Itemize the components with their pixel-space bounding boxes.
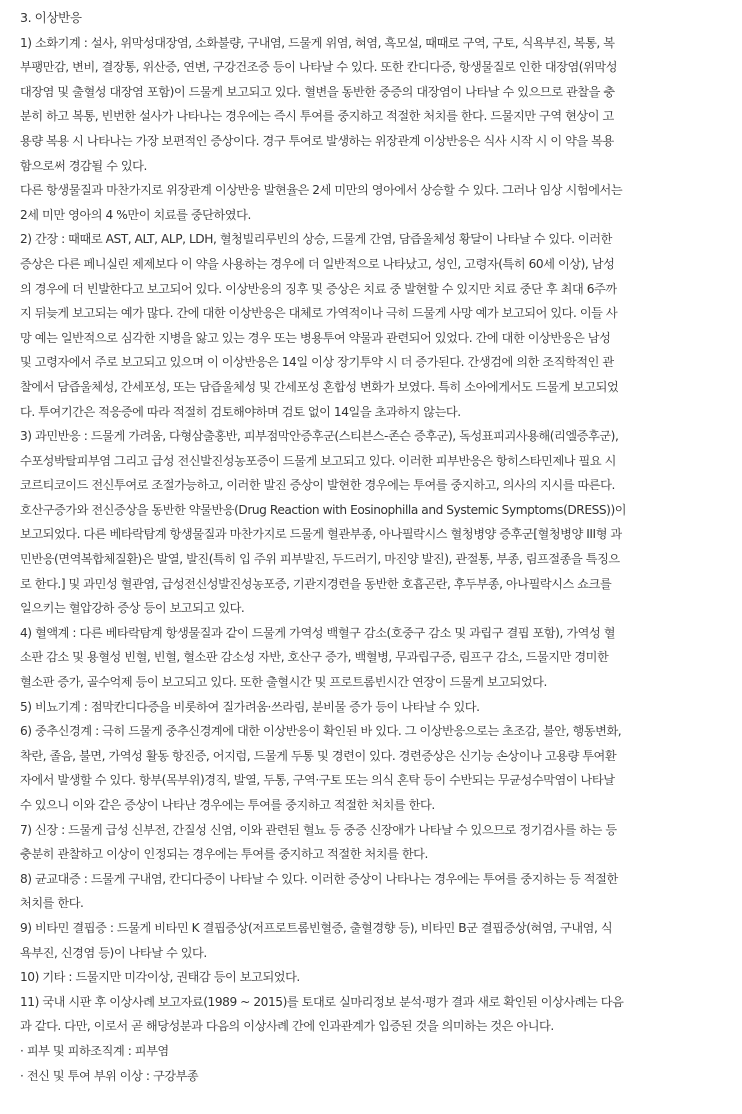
text-line: 11) 국내 시판 후 이상사례 보고자료(1989 ~ 2015)를 토대로 실마리정보 분석·평가 결과 새로 확인된 이상사례는 다음	[20, 994, 624, 1009]
text-line: 호산구증가와 전신증상을 동반한 약물반응(Drug Reaction with Eosinophilla and Systemic Symptoms(DRESS))이	[20, 502, 627, 517]
text-line: 일으키는 혈압강하 증상 등이 보고되고 있다.	[20, 601, 245, 616]
text-line: 용량 복용 시 나타나는 가장 보편적인 증상이다. 경구 투여로 발생하는 위장관계 이상반응은 식사 시작 시 이 약을 복용	[20, 133, 614, 148]
text-line: 10) 기타 : 드물지만 미각이상, 권태감 등이 보고되었다.	[20, 970, 300, 985]
text-line: 충분히 관찰하고 이상이 인정되는 경우에는 투여를 중지하고 적절한 처치를 한다.	[20, 847, 428, 862]
text-line: 분히 하고 복통, 빈번한 설사가 나타나는 경우에는 즉시 투여를 중지하고 적절한 처치를 한다. 드물지만 구역 현상이 고	[20, 109, 614, 124]
text-line: · 피부 및 피하조직계 : 피부염	[20, 1043, 169, 1058]
text-line: 다. 투여기간은 적응증에 따라 적절히 검토해야하며 검토 없이 14일을 초과하지 않는다.	[20, 404, 461, 419]
text-line: 로 한다.] 및 과민성 혈관염, 급성전신성발진성농포증, 기관지경련을 동반한 호흡곤란, 후두부종, 아나필락시스 쇼크를	[20, 576, 612, 591]
text-line: 부팽만감, 변비, 결장통, 위산증, 연변, 구강건조증 등이 나타날 수 있다. 또한 칸디다증, 항생물질로 인한 대장염(위막성	[20, 60, 618, 75]
text-line: 증상은 다른 페니실린 제제보다 이 약을 사용하는 경우에 더 일반적으로 나타났고, 성인, 고령자(특히 60세 이상), 남성	[20, 256, 615, 271]
text-line: 5) 비뇨기계 : 점막칸디다증을 비롯하여 질가려움·쓰라림, 분비물 증가 등이 나타날 수 있다.	[20, 699, 480, 714]
text-line: 자에서 발생할 수 있다. 항부(목부위)경직, 발열, 두통, 구역·구토 또는 의식 혼탁 등이 수반되는 무균성수막염이 나타날	[20, 773, 615, 788]
text-line: 및 고령자에서 주로 보고되고 있으며 이 이상반응은 14일 이상 장기투약 시 더 증가된다. 간생검에 의한 조직학적인 관	[20, 355, 614, 370]
text-line: 2) 간장 : 때때로 AST, ALT, ALP, LDH, 혈청빌리루빈의 상승, 드물게 간염, 담즙울체성 황달이 나타날 수 있다. 이러한	[20, 232, 612, 247]
text-line: 소판 감소 및 용혈성 빈혈, 빈혈, 혈소판 감소성 자반, 호산구 증가, 백혈병, 무과립구증, 림프구 감소, 드물지만 경미한	[20, 650, 609, 665]
text-line: 민반응(면역복합체질환)은 발열, 발진(특히 입 주위 피부발진, 두드러기, 마진양 발진), 관절통, 부종, 림프절종을 특징으	[20, 552, 620, 567]
text-line: 과 같다. 다만, 이로서 곧 해당성분과 다음의 이상사례 간에 인과관계가 입증된 것을 의미하는 것은 아니다.	[20, 1019, 554, 1034]
text-line: 9) 비타민 결핍증 : 드물게 비타민 K 결핍증상(저프로트롬빈혈증, 출혈경향 등), 비타민 B군 결핍증상(혀염, 구내염, 식	[20, 920, 613, 935]
text-line: 망 예는 일반적으로 심각한 지병을 앓고 있는 경우 또는 병용투여 약물과 관련되어 있었다. 간에 대한 이상반응은 남성	[20, 330, 611, 345]
text-line: 보고되었다. 다른 베타락탐계 항생물질과 마찬가지로 드물게 혈관부종, 아나필락시스 혈청병양 증후군[혈청병양 III형 과	[20, 527, 622, 542]
text-line: 수 있으니 이와 같은 증상이 나타난 경우에는 투여를 중지하고 적절한 처치를 한다.	[20, 798, 435, 812]
text-line: 6) 중추신경계 : 극히 드물게 중추신경계에 대한 이상반응이 확인된 바 있다. 그 이상반응으로는 초조감, 불안, 행동변화,	[20, 724, 622, 739]
text-line: 3) 과민반응 : 드물게 가려움, 다형삼출홍반, 피부점막안증후군(스티븐스-존슨 증후군), 독성표피괴사용해(리엘증후군),	[20, 429, 619, 444]
text-line: 욕부진, 신경염 등)이 나타날 수 있다.	[20, 945, 207, 960]
text-line: 4) 혈액계 : 다른 베타락탐계 항생물질과 같이 드물게 가역성 백혈구 감소(호중구 감소 및 과립구 결핍 포함), 가역성 혈	[20, 625, 616, 640]
text-line: 수포성박탈피부염 그리고 급성 전신발진성농포증이 드물게 보고되고 있다. 이러한 피부반응은 항히스타민제나 필요 시	[20, 453, 616, 468]
text-line: 함으로써 경감될 수 있다.	[20, 158, 147, 173]
text-line: 2세 미만 영아의 4 %만이 치료를 중단하였다.	[20, 207, 251, 222]
text-line: 7) 신장 : 드물게 급성 신부전, 간질성 신염, 이와 관련된 혈뇨 등 중증 신장애가 나타날 수 있으므로 정기검사를 하는 등	[20, 822, 617, 837]
text-line: 의 경우에 더 빈발한다고 보고되어 있다. 이상반응의 징후 및 증상은 치료 중 발현할 수 있지만 치료 중단 후 최대 6주까	[20, 281, 617, 296]
text-line: 8) 균교대증 : 드물게 구내염, 칸디다증이 나타날 수 있다. 이러한 증상이 나타나는 경우에는 투여를 중지하는 등 적절한	[20, 871, 618, 886]
text-line: 착란, 졸음, 불면, 가역성 활동 항진증, 어지럼, 드물게 두통 및 경련이 있다. 경련증상은 신기능 손상이나 고용량 투여환	[20, 748, 617, 763]
text-line: 찰에서 담즙울체성, 간세포성, 또는 담즙울체성 및 간세포성 혼합성 변화가 보였다. 특히 소아에게서도 드물게 보고되었	[20, 379, 619, 394]
text-line: 다른 항생물질과 마찬가지로 위장관계 이상반응 발현율은 2세 미만의 영아에서 상승할 수 있다. 그러나 임상 시험에서는	[20, 183, 623, 198]
text-line: 처치를 한다.	[20, 896, 84, 911]
text-line: 코르티코이드 전신투여로 조절가능하고, 이러한 발진 증상이 발현한 경우에는 투여를 중지하고, 의사의 지시를 따른다.	[20, 478, 615, 493]
section-heading: 3. 이상반응	[20, 10, 82, 25]
text-line: · 전신 및 투여 부위 이상 : 구강부종	[20, 1068, 199, 1083]
text-line: 혈소판 증가, 골수억제 등이 보고되고 있다. 또한 출혈시간 및 프로트롬빈시간 연장이 드물게 보고되었다.	[20, 675, 547, 690]
text-line: 지 뒤늦게 보고되는 예가 많다. 간에 대한 이상반응은 대체로 가역적이나 극히 드물게 사망 예가 보고되어 있다. 이들 사	[20, 306, 618, 321]
text-line: 1) 소화기계 : 설사, 위막성대장염, 소화불량, 구내염, 드물게 위염, 혀염, 흑모설, 때때로 구역, 구토, 식욕부진, 복통, 복	[20, 35, 615, 50]
text-line: 대장염 및 출혈성 대장염 포함)이 드물게 보고되고 있다. 혈변을 동반한 중증의 대장염이 나타날 수 있으므로 관찰을 충	[20, 84, 615, 99]
